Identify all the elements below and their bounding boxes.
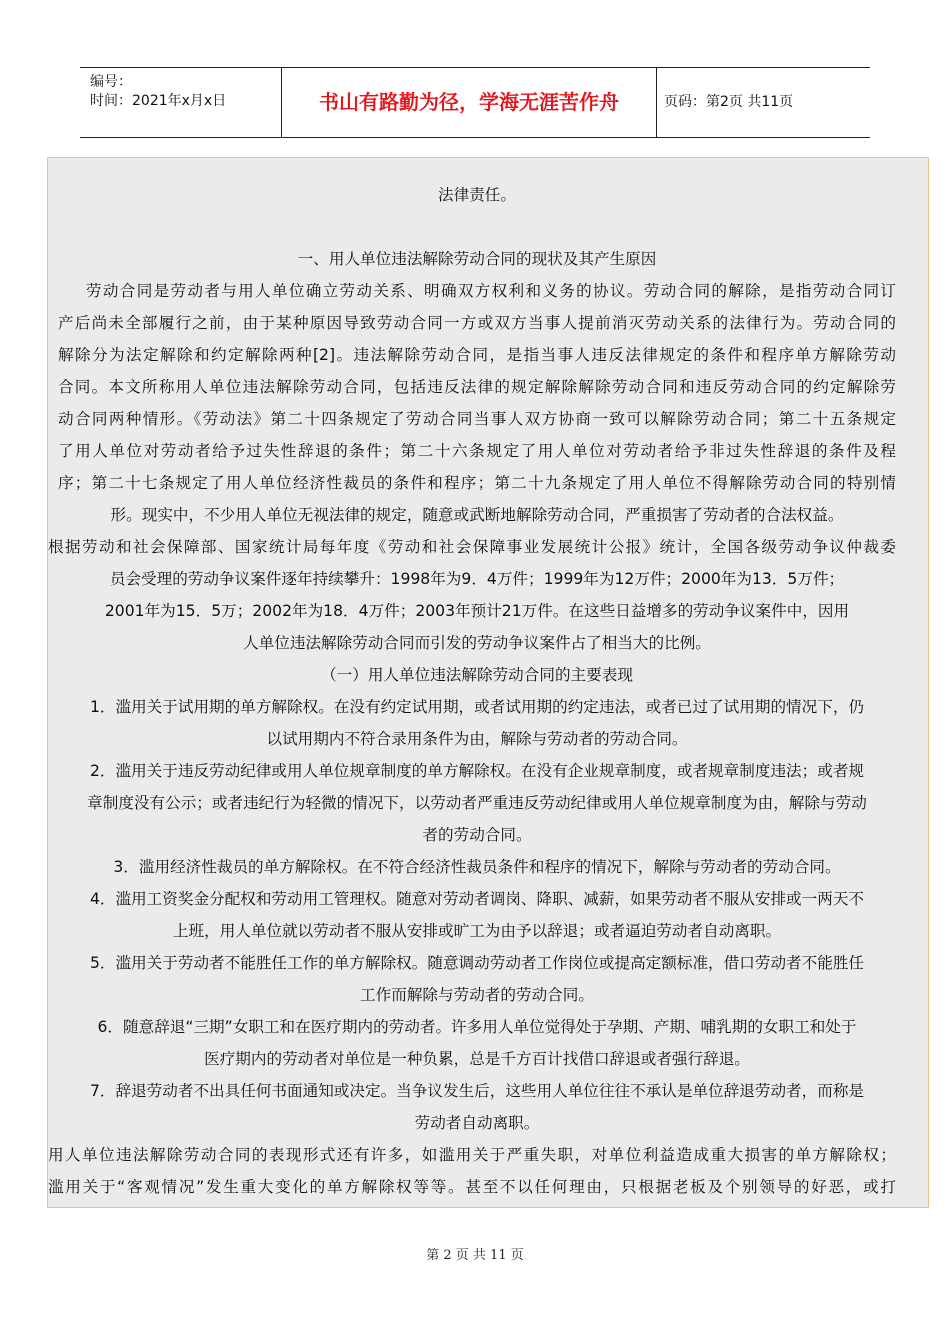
- text-line: 法律责任。: [438, 186, 516, 204]
- text-line: 医疗期内的劳动者对单位是一种负累，总是千方百计找借口辞退或者强行辞退。: [204, 1050, 750, 1068]
- text-line: 产后尚未全部履行之前，由于某种原因导致劳动合同一方或双方当事人提前消灭劳动关系的法律行为。劳动合同的: [58, 314, 896, 332]
- text-line: 6．随意辞退“三期”女职工和在医疗期内的劳动者。许多用人单位觉得处于孕期、产期、哺乳期的女职工和处于: [97, 1018, 857, 1036]
- page-header: [80, 67, 870, 138]
- document-number: 编号：: [90, 74, 132, 90]
- header-motto: 书山有路勤为径，学海无涯苦作舟: [319, 90, 619, 114]
- text-line: 人单位违法解除劳动合同而引发的劳动争议案件占了相当大的比例。: [243, 634, 711, 652]
- text-line: 动合同两种情形。《劳动法》第二十四条规定了劳动合同当事人双方协商一致可以解除劳动合同；第二十五条规定: [58, 410, 896, 428]
- text-line: 5．滥用关于劳动者不能胜任工作的单方解除权。随意调动劳动者工作岗位或提高定额标准，借口劳动者不能胜任: [89, 954, 865, 972]
- text-line: 以试用期内不符合录用条件为由，解除与劳动者的劳动合同。: [266, 730, 688, 748]
- header-divider-right: [656, 68, 657, 137]
- subsection-heading: （一）用人单位违法解除劳动合同的主要表现: [321, 666, 633, 684]
- header-page-number: 页码：第2页 共11页: [664, 94, 794, 110]
- text-line: 上班，用人单位就以劳动者不服从安排或旷工为由予以辞退；或者逼迫劳动者自动离职。: [172, 922, 782, 940]
- text-line: 劳动合同是劳动者与用人单位确立劳动关系、明确双方权利和义务的协议。劳动合同的解除，是指劳动合同订: [86, 282, 896, 300]
- text-line: 1．滥用关于试用期的单方解除权。在没有约定试用期，或者试用期的约定违法，或者已过了试用期的情况下，仍: [89, 698, 865, 716]
- text-line: 劳动者自动离职。: [414, 1114, 540, 1132]
- header-meta: [90, 73, 280, 111]
- document-date: 时间：2021年x月x日: [90, 93, 227, 109]
- text-line: 序；第二十七条规定了用人单位经济性裁员的条件和程序；第二十九条规定了用人单位不得解除劳动合同的特别情: [58, 474, 896, 492]
- text-line: 4．滥用工资奖金分配权和劳动用工管理权。随意对劳动者调岗、降职、减薪，如果劳动者不服从安排或一两天不: [89, 890, 865, 908]
- page-footer: 第 2 页 共 11 页: [426, 1248, 524, 1263]
- text-line: 形。现实中，不少用人单位无视法律的规定，随意或武断地解除劳动合同，严重损害了劳动者的合法权益。: [110, 506, 844, 524]
- text-line: 解除分为法定解除和约定解除两种[2]。违法解除劳动合同，是指当事人违反法律规定的条件和程序单方解除劳动: [58, 346, 896, 364]
- section-heading: 一、用人单位违法解除劳动合同的现状及其产生原因: [297, 250, 657, 268]
- text-line: 滥用关于“客观情况”发生重大变化的单方解除权等等。甚至不以任何理由，只根据老板及个别领导的好恶，或打: [48, 1178, 896, 1196]
- text-line: 2001年为15．5万；2002年为18．4万件；2003年预计21万件。在这些日益增多的劳动争议案件中，因用: [104, 602, 850, 620]
- text-line: 工作而解除与劳动者的劳动合同。: [360, 986, 594, 1004]
- document-body: [47, 157, 929, 1208]
- text-line: 合同。本文所称用人单位违法解除劳动合同，包括违反法律的规定解除解除劳动合同和违反劳动合同的约定解除劳: [58, 378, 896, 396]
- text-line: 了用人单位对劳动者给予过失性辞退的条件；第二十六条规定了用人单位对劳动者给予非过失性辞退的条件及程: [58, 442, 896, 460]
- text-line: 者的劳动合同。: [422, 826, 532, 844]
- text-line: 员会受理的劳动争议案件逐年持续攀升：1998年为9．4万件；1999年为12万件；2000年为13．5万件；: [109, 570, 845, 588]
- text-line: 7．辞退劳动者不出具任何书面通知或决定。当争议发生后，这些用人单位往往不承认是单位辞退劳动者，而称是: [89, 1082, 865, 1100]
- text-line: 3．滥用经济性裁员的单方解除权。在不符合经济性裁员条件和程序的情况下，解除与劳动者的劳动合同。: [113, 858, 841, 876]
- text-line: 章制度没有公示；或者违纪行为轻微的情况下，以劳动者严重违反劳动纪律或用人单位规章制度为由，解除与劳动: [87, 794, 867, 812]
- text-line: 根据劳动和社会保障部、国家统计局每年度《劳动和社会保障事业发展统计公报》统计，全国各级劳动争议仲裁委: [48, 538, 896, 556]
- text-line: 用人单位违法解除劳动合同的表现形式还有许多，如滥用关于严重失职，对单位利益造成重大损害的单方解除权；: [48, 1146, 896, 1164]
- text-line: 2．滥用关于违反劳动纪律或用人单位规章制度的单方解除权。在没有企业规章制度，或者规章制度违法；或者规: [89, 762, 865, 780]
